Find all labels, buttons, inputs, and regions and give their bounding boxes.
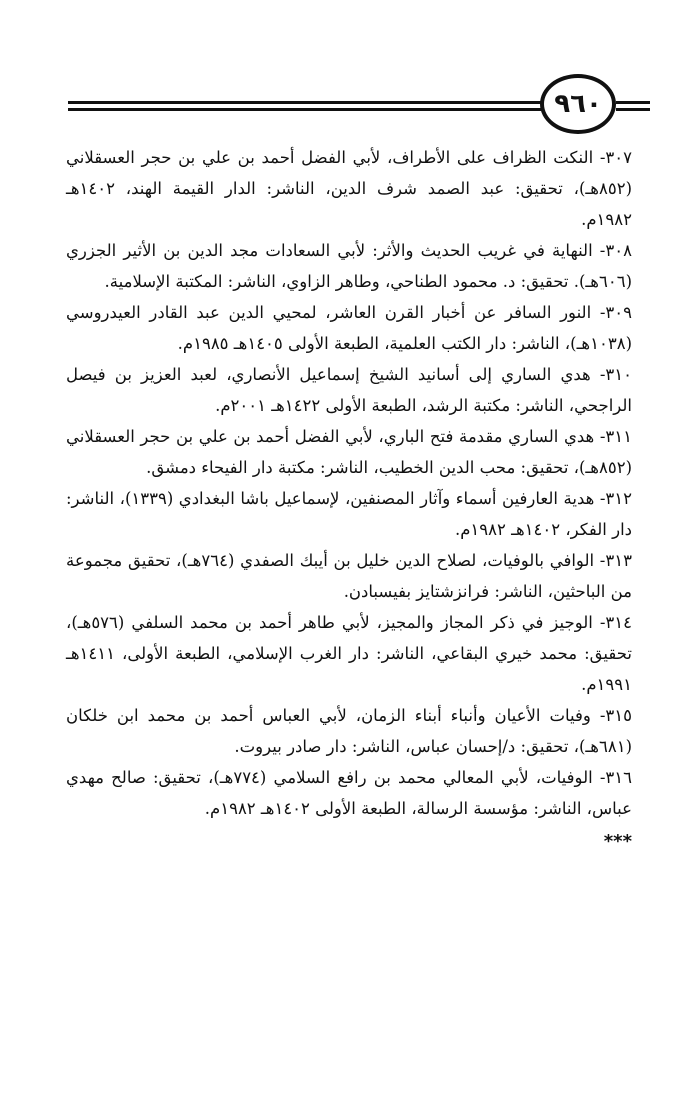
- entry-number: ٣١٣: [605, 551, 632, 570]
- entry-number: ٣١٢: [605, 489, 632, 508]
- entry-number: ٣١٠: [605, 365, 632, 384]
- header-rule-top: [68, 101, 546, 104]
- entry-text: هدية العارفين أسماء وآثار المصنفين، لإسماعيل باشا البغدادي (١٣٣٩)، الناشر: دار الفكر، ١٤٠٢هـ ١٩٨٢م.: [66, 489, 632, 539]
- section-separator: ***: [603, 831, 632, 852]
- entry-dash: -: [590, 365, 606, 384]
- entry-text: هدي الساري إلى أسانيد الشيخ إسماعيل الأنصاري، لعبد العزيز بن فيصل الراجحي، الناشر: مكتبة الرشد، الطبعة الأولى ١٤٢٢هـ ٢٠٠١م.: [66, 365, 632, 415]
- bibliography-entry: [66, 762, 632, 824]
- entry-dash: -: [592, 613, 606, 632]
- entry-dash: -: [594, 489, 606, 508]
- entry-text: هدي الساري مقدمة فتح الباري، لأبي الفضل أحمد بن علي بن حجر العسقلاني (٨٥٢هـ)، تحقيق: محب الدين الخطيب، الناشر: مكتبة دار الفيحاء دمشق.: [66, 427, 632, 477]
- entry-dash: -: [592, 241, 606, 260]
- bibliography-entry: [66, 607, 632, 700]
- entry-number: ٣١٦: [605, 768, 632, 787]
- entry-text: الوفيات، لأبي المعالي محمد بن رافع السلامي (٧٧٤هـ)، تحقيق: صالح مهدي عباس، الناشر: مؤسسة الرسالة، الطبعة الأولى ١٤٠٢هـ ١٩٨٢م.: [66, 768, 632, 818]
- entry-number: ٣٠٧: [605, 148, 632, 167]
- entry-text: النور السافر عن أخبار القرن العاشر، لمحيي الدين عبد القادر العيدروسي (١٠٣٨هـ)، الناشر: دار الكتب العلمية، الطبعة الأولى ١٤٠٥هـ ١٩٨٥م.: [66, 303, 632, 353]
- entry-dash: -: [594, 551, 606, 570]
- page-header: [68, 74, 630, 136]
- bibliography-entry: [66, 421, 632, 483]
- entry-number: ٣١٥: [605, 706, 632, 725]
- entry-dash: -: [594, 427, 606, 446]
- entry-text: الوجيز في ذكر المجاز والمجيز، لأبي طاهر أحمد بن محمد السلفي (٥٧٦هـ)، تحقيق: محمد خيري البقاعي، الناشر: دار الغرب الإسلامي، الطبعة الأولى، ١٤١١هـ ١٩٩١م.: [66, 613, 632, 694]
- entry-number: ٣١٤: [605, 613, 632, 632]
- entry-dash: -: [591, 303, 606, 322]
- entry-number: ٣١١: [605, 427, 633, 446]
- bibliography-entry: [66, 545, 632, 607]
- entry-dash: -: [592, 768, 606, 787]
- header-rule-right-top: [616, 101, 650, 104]
- entry-text: النهاية في غريب الحديث والأثر: لأبي السعادات مجد الدين بن الأثير الجزري (٦٠٦هـ). تحقيق: د. محمود الطناحي، وطاهر الزاوي، الناشر: المكتبة الإسلامية.: [66, 241, 632, 291]
- bibliography-entry: [66, 297, 632, 359]
- page-number: ٩٦٠: [540, 74, 616, 134]
- entry-dash: -: [593, 148, 606, 167]
- bibliography-entry: [66, 483, 632, 545]
- entry-number: ٣٠٨: [605, 241, 632, 260]
- bibliography-entry: [66, 142, 632, 235]
- entry-text: وفيات الأعيان وأنباء أبناء الزمان، لأبي العباس أحمد بن محمد ابن خلكان (٦٨١هـ)، تحقيق: د/إحسان عباس، الناشر: دار صادر بيروت.: [66, 706, 632, 756]
- entry-number: ٣٠٩: [605, 303, 632, 322]
- bibliography-entry: [66, 359, 632, 421]
- header-rule-right-bottom: [616, 108, 650, 111]
- entry-dash: -: [590, 706, 606, 725]
- entry-text: النكت الظراف على الأطراف، لأبي الفضل أحمد بن علي بن حجر العسقلاني (٨٥٢هـ)، تحقيق: عبد الصمد شرف الدين، الناشر: الدار القيمة الهند، ١٤٠٢هـ ١٩٨٢م.: [66, 148, 632, 229]
- bibliography-entry: [66, 235, 632, 297]
- bibliography-list: [66, 142, 632, 857]
- entry-text: الوافي بالوفيات، لصلاح الدين خليل بن أيبك الصفدي (٧٦٤هـ)، تحقيق مجموعة من الباحثين، الناشر: فرانزشتايز بفيسبادن.: [66, 551, 632, 601]
- bibliography-entry: [66, 700, 632, 762]
- header-rule-bottom: [68, 108, 546, 111]
